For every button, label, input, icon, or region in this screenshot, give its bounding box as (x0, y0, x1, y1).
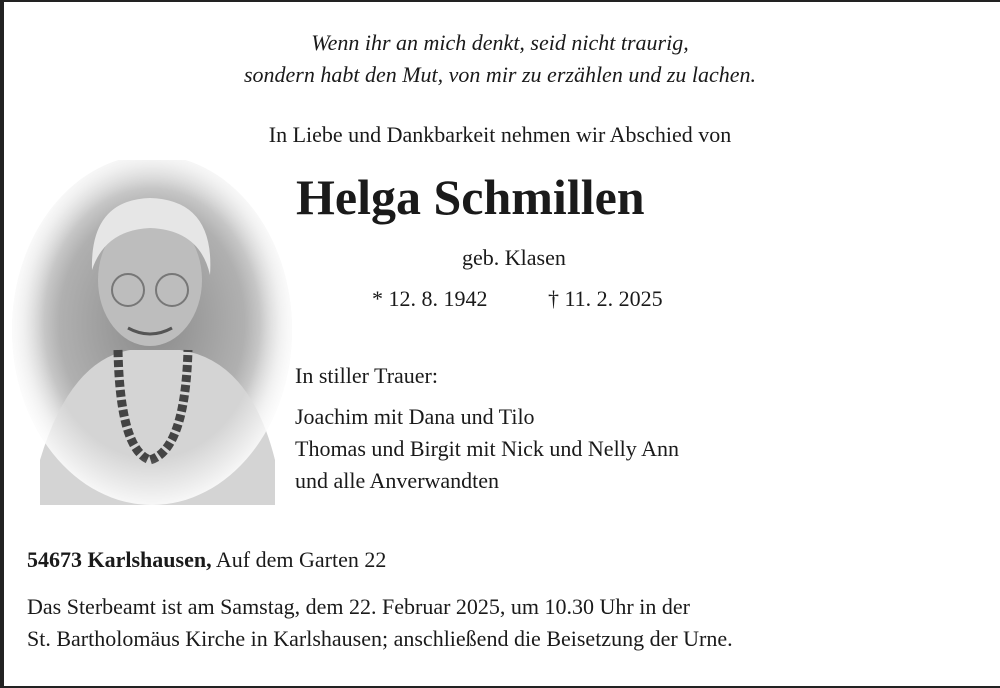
quote-line-2: sondern habt den Mut, von mir zu erzählen und zu lachen. (243, 62, 757, 87)
service-line-1: Das Sterbeamt ist am Samstag, dem 22. Februar 2025, um 10.30 Uhr in der (27, 594, 690, 619)
mourner-line: und alle Anverwandten (295, 468, 500, 493)
intro-text: In Liebe und Dankbarkeit nehmen wir Abschied von (268, 122, 732, 147)
death-date: † 11. 2. 2025 (548, 286, 663, 311)
address-street: Auf dem Garten 22 (215, 547, 387, 572)
maiden-name: geb. Klasen (462, 245, 566, 270)
mourner-line: Thomas und Birgit mit Nick und Nelly Ann (295, 436, 679, 461)
address (27, 547, 386, 573)
address-city: 54673 Karlshausen, (27, 547, 212, 572)
service-line-2: St. Bartholomäus Kirche in Karlshausen; anschließend die Beisetzung der Urne. (27, 626, 733, 651)
mourning-label: In stiller Trauer: (295, 363, 438, 388)
quote-line-1: Wenn ihr an mich denkt, seid nicht traurig, (311, 30, 689, 55)
birth-date: * 12. 8. 1942 (372, 286, 488, 311)
mourner-line: Joachim mit Dana und Tilo (295, 404, 535, 429)
deceased-name: Helga Schmillen (296, 169, 645, 225)
portrait-photo (10, 160, 295, 515)
